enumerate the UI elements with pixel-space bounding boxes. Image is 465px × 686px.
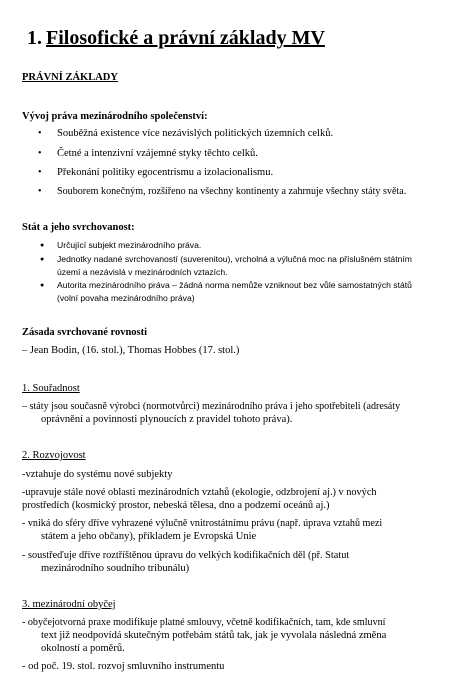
chapter-number: 1.	[27, 27, 42, 49]
rozvojovost-item: -vztahuje do systému nové subjekty	[22, 469, 173, 480]
rozvojovost-item: - vniká do sféry dříve vyhrazené výlučně vnitrostátnímu právu (např. úprava vztahů mezi	[22, 518, 383, 529]
section-heading-rozvojovost: 2. Rozvojovost	[22, 450, 86, 461]
rozvojovost-item: státem a jeho občany), příkladem je Evropská Unie	[41, 531, 257, 542]
rozvojovost-item: -upravuje stále nové oblasti mezinárodních vztahů (ekologie, odzbrojení aj.) v nových	[22, 487, 377, 498]
section-heading-soradnost: 1. Souřadnost	[22, 383, 80, 394]
list-item-line: území a nezávislá v mezinárodních vztazích.	[57, 267, 228, 277]
rozvojovost-item: mezinárodního soudního tribunálu)	[41, 563, 190, 574]
obycej-item: text již neodpovídá skutečným potřebám států tak, jak je vyvolala následná změna	[41, 630, 387, 641]
list-item-line: Jednotky nadané svrchovaností (suverenitou), vrcholná a výlučná moc na příslušném státním	[57, 254, 412, 264]
bullet-icon: •	[38, 167, 42, 178]
list-item-line: (volní povaha mezinárodního práva)	[57, 293, 195, 303]
bullet-icon: ●	[40, 281, 45, 289]
list-item: Souběžná existence více nezávislých politických územních celků.	[57, 128, 334, 139]
subheading-vyvoj: Vývoj práva mezinárodního společenství:	[22, 111, 208, 122]
bullet-icon: ●	[40, 241, 45, 249]
list-item-line: Autorita mezinárodního práva – žádná norma nemůže vzniknout bez vůle samostatných států	[57, 280, 412, 290]
list-item: Určující subjekt mezinárodního práva.	[57, 240, 202, 250]
list-item: Překonání politiky egocentrismu a izolacionalismu.	[57, 167, 274, 178]
obycej-item: - od poč. 19. stol. rozvoj smluvního instrumentu	[22, 661, 225, 672]
subheading-zasada: Zásada svrchované rovnosti	[22, 327, 148, 338]
zasada-text: – Jean Bodin, (16. stol.), Thomas Hobbes (17. stol.)	[22, 345, 240, 356]
rozvojovost-item: - soustřeďuje dříve roztříštěnou úpravu do velkých kodifikačních děl (př. Statut	[22, 550, 350, 561]
list-item: Souborem konečným, rozšířeno na všechny kontinenty a zahrnuje všechny státy světa.	[57, 186, 407, 197]
bullet-icon: •	[38, 186, 42, 197]
bullet-icon: ●	[40, 255, 45, 263]
chapter-heading	[27, 27, 325, 50]
rozvojovost-item: prostředích (kosmický prostor, nebeská tělesa, dno a podzemí oceánů aj.)	[22, 500, 330, 511]
section-heading-obycej: 3. mezinárodní obyčej	[22, 599, 116, 610]
bullet-icon: •	[38, 148, 42, 159]
chapter-title: Filosofické a právní základy MV	[46, 27, 325, 49]
bullet-icon: •	[38, 128, 42, 139]
list-item: Četné a intenzivní vzájemné styky těchto celků.	[57, 148, 258, 159]
subheading-stat: Stát a jeho svrchovanost:	[22, 222, 135, 233]
soradnost-line: oprávnění a povinnosti plynoucích z pravidel tohoto práva).	[41, 414, 293, 425]
section-heading-pravni-zaklady: PRÁVNÍ ZÁKLADY	[22, 72, 118, 83]
obycej-item: - obyčejotvorná praxe modifikuje platné smlouvy, včetně kodifikačních, tam, kde smluvní	[22, 617, 386, 628]
obycej-item: okolností a poměrů.	[41, 643, 125, 654]
soradnost-line: – státy jsou současně výrobci (normotvůrci) mezinárodního práva i jeho spotřebiteli (adresáty	[22, 401, 401, 412]
